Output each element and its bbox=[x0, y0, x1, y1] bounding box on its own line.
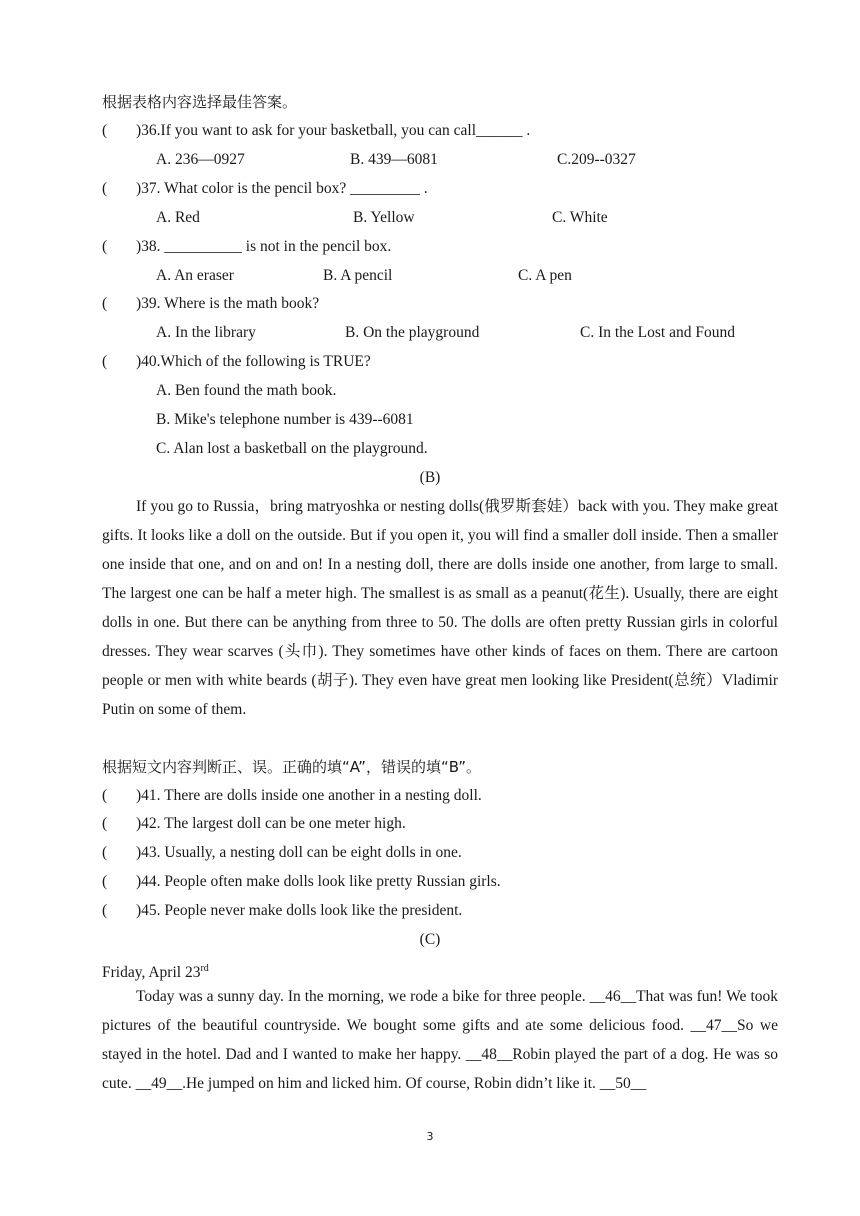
option-a: A. An eraser bbox=[156, 267, 234, 284]
question-stem: )44. People often make dolls look like pretty Russian girls. bbox=[136, 873, 501, 890]
section-c-passage bbox=[102, 982, 778, 1098]
question-stem: )45. People never make dolls look like the president. bbox=[136, 902, 463, 919]
option-c: C.209--0327 bbox=[557, 151, 636, 168]
answer-paren[interactable]: ( bbox=[102, 180, 108, 197]
option-a: A. Ben found the math book. bbox=[156, 382, 337, 399]
answer-paren[interactable]: ( bbox=[102, 844, 108, 861]
question-45 bbox=[102, 901, 462, 921]
option-a: A. Red bbox=[156, 209, 200, 226]
option-b: B. On the playground bbox=[345, 324, 480, 341]
question-stem: )40.Which of the following is TRUE? bbox=[136, 353, 371, 370]
option-c: C. Alan lost a basketball on the playground. bbox=[156, 440, 428, 457]
question-37 bbox=[102, 179, 428, 199]
answer-paren[interactable]: ( bbox=[102, 902, 108, 919]
section-b-instruction: 根据短文内容判断正、误。正确的填“A”，错误的填“B”。 bbox=[102, 758, 481, 776]
question-42 bbox=[102, 814, 406, 834]
page-number: 3 bbox=[426, 1130, 434, 1143]
question-40 bbox=[102, 352, 371, 372]
diary-date bbox=[102, 959, 209, 983]
question-38 bbox=[102, 237, 391, 257]
passage-text: If you go to Russia，bring matryoshka or nesting dolls(俄罗斯套娃）back with you. They make great gifts. It looks like a doll on the outside. But if you open it, you will find a smaller doll inside. Then a smaller one inside that one, and on and on! In a nesting doll, there are dolls inside one another, from large to small. The largest one can be half a meter high. The smallest is as small as a peanut(花生). Usually, there are eight dolls in one. But there can be anything from three to 50. The dolls are often pretty Russian girls in colorful dresses. They wear scarves (头巾). They sometimes have other kinds of faces on them. There are cartoon people or men with white beards (胡子). They even have great men looking like President(总统）Vladimir Putin on some of them. bbox=[102, 498, 778, 718]
question-stem: )36.If you want to ask for your basketball, you can call______ . bbox=[136, 122, 531, 139]
question-44 bbox=[102, 872, 501, 892]
section-b-heading: (B) bbox=[419, 469, 441, 486]
answer-paren[interactable]: ( bbox=[102, 238, 108, 255]
question-43 bbox=[102, 843, 462, 863]
option-c: C. White bbox=[552, 209, 608, 226]
passage-text: Today was a sunny day. In the morning, we rode a bike for three people. __46__That was fun! We took pictures of the beautiful countryside. We bought some gifts and ate some delicious food. __47__So we stayed in the hotel. Dad and I wanted to make her happy. __48__Robin played the part of a dog. He was so cute. __49__.He jumped on him and licked him. Of course, Robin didn’t like it. __50__ bbox=[102, 988, 778, 1092]
question-stem: )41. There are dolls inside one another in a nesting doll. bbox=[136, 787, 482, 804]
option-c: C. A pen bbox=[518, 267, 572, 284]
date-text: Friday, April 23 bbox=[102, 964, 201, 982]
question-36 bbox=[102, 121, 530, 141]
question-stem: )39. Where is the math book? bbox=[136, 295, 320, 312]
question-stem: )37. What color is the pencil box? _________ . bbox=[136, 180, 428, 197]
answer-paren[interactable]: ( bbox=[102, 873, 108, 890]
section-b-passage bbox=[102, 492, 778, 724]
option-c: C. In the Lost and Found bbox=[580, 324, 735, 341]
option-b: B. Mike's telephone number is 439--6081 bbox=[156, 411, 414, 428]
question-39 bbox=[102, 294, 319, 314]
answer-paren[interactable]: ( bbox=[102, 787, 108, 804]
question-41 bbox=[102, 786, 482, 806]
section-a-instruction: 根据表格内容选择最佳答案。 bbox=[102, 93, 298, 111]
answer-paren[interactable]: ( bbox=[102, 295, 108, 312]
section-c-heading: (C) bbox=[419, 931, 441, 948]
answer-paren[interactable]: ( bbox=[102, 122, 108, 139]
question-stem: )42. The largest doll can be one meter high. bbox=[136, 815, 406, 832]
answer-paren[interactable]: ( bbox=[102, 815, 108, 832]
option-b: B. A pencil bbox=[323, 267, 393, 284]
question-stem: )38. __________ is not in the pencil box. bbox=[136, 238, 392, 255]
option-b: B. 439—6081 bbox=[350, 151, 438, 168]
option-b: B. Yellow bbox=[353, 209, 415, 226]
option-a: A. 236—0927 bbox=[156, 151, 245, 168]
date-ordinal: rd bbox=[200, 963, 209, 974]
question-stem: )43. Usually, a nesting doll can be eight dolls in one. bbox=[136, 844, 462, 861]
option-a: A. In the library bbox=[156, 324, 256, 341]
answer-paren[interactable]: ( bbox=[102, 353, 108, 370]
